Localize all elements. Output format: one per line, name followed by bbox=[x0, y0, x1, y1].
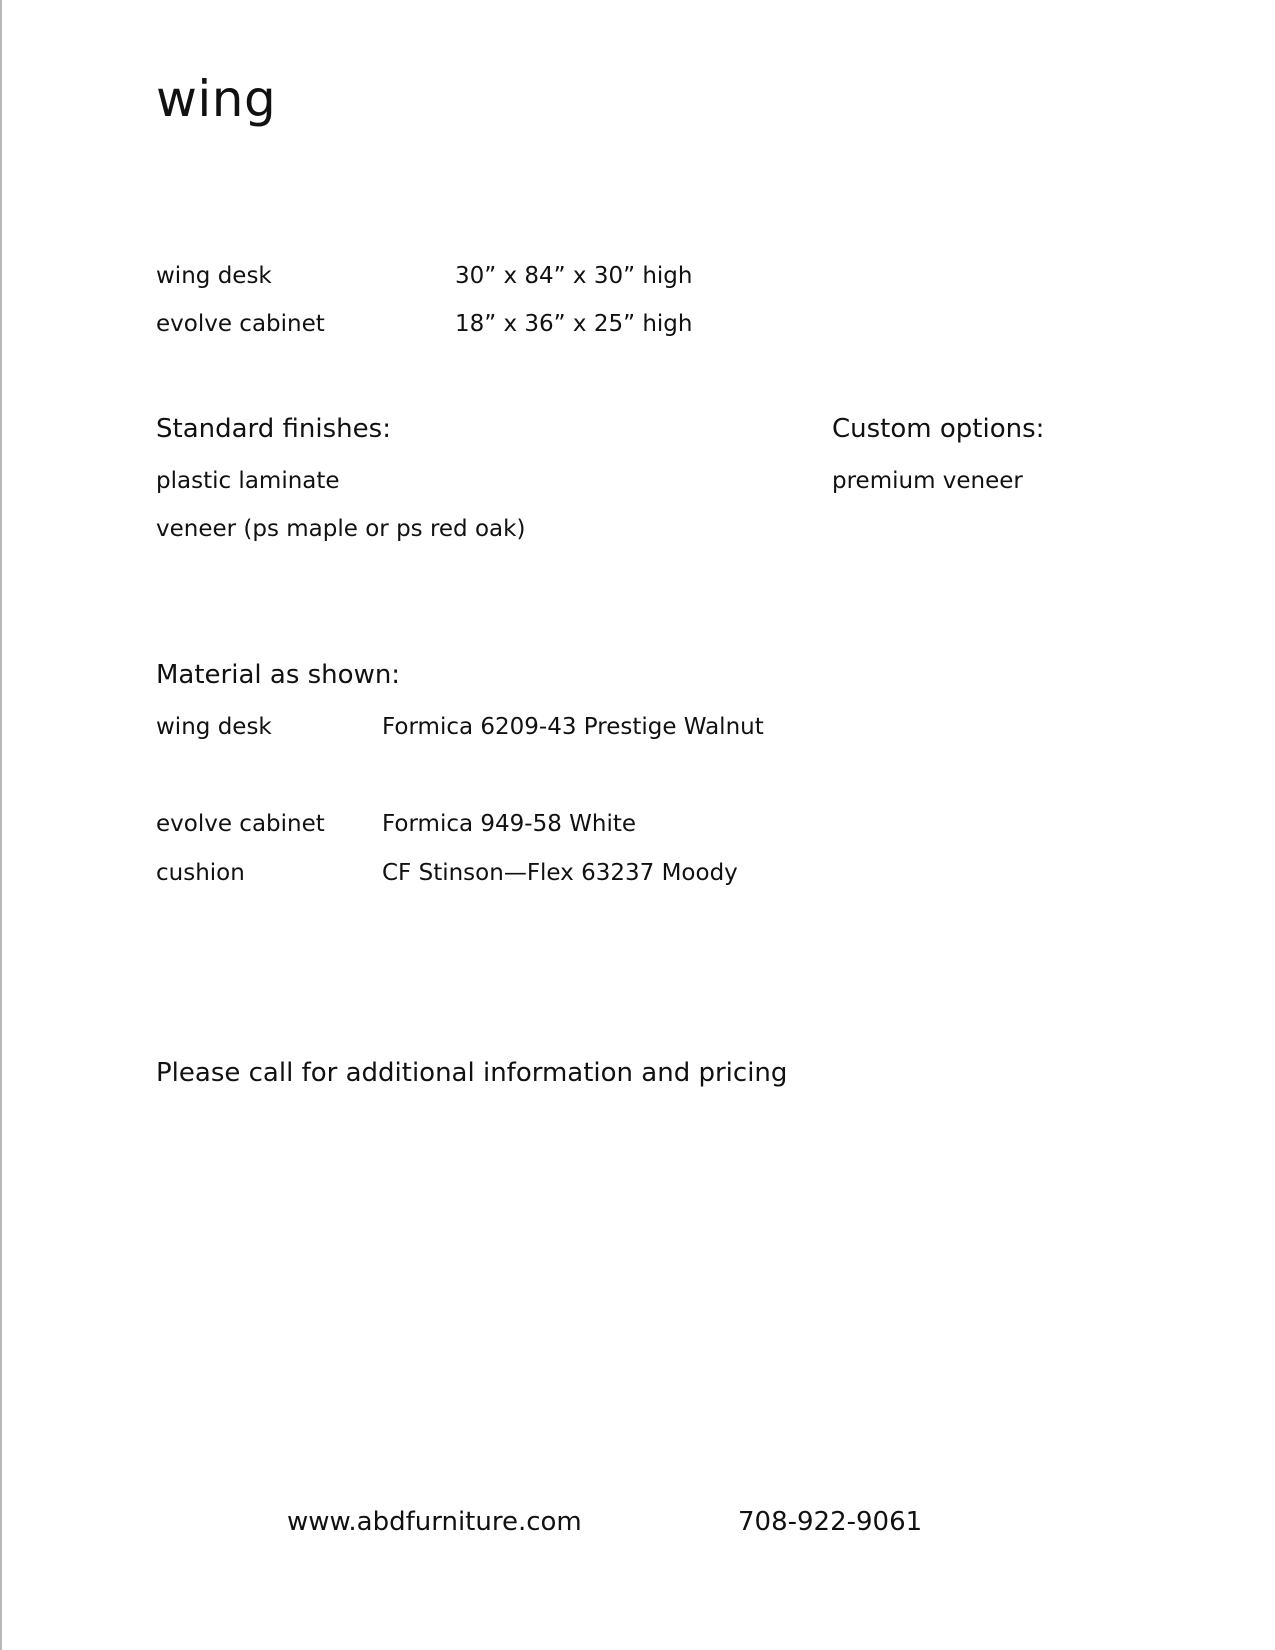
footer-phone: 708-922-9061 bbox=[738, 1507, 923, 1537]
material-value-wing-desk: Formica 6209-43 Prestige Walnut bbox=[382, 714, 764, 740]
material-heading: Material as shown: bbox=[156, 660, 401, 690]
page-title: wing bbox=[156, 70, 277, 128]
standard-finish-item: veneer (ps maple or ps red oak) bbox=[156, 516, 526, 542]
pricing-note: Please call for additional information and pricing bbox=[156, 1058, 788, 1088]
page-edge-line bbox=[0, 0, 2, 1650]
dimension-item-evolve-cabinet: evolve cabinet bbox=[156, 311, 325, 337]
material-value-cushion: CF Stinson—Flex 63237 Moody bbox=[382, 860, 738, 886]
material-item-cushion: cushion bbox=[156, 860, 245, 886]
material-item-evolve-cabinet: evolve cabinet bbox=[156, 811, 325, 837]
custom-options-heading: Custom options: bbox=[832, 414, 1045, 444]
dimension-size-wing-desk: 30” x 84” x 30” high bbox=[455, 263, 693, 289]
standard-finishes-heading: Standard finishes: bbox=[156, 414, 391, 444]
material-value-evolve-cabinet: Formica 949-58 White bbox=[382, 811, 637, 837]
footer-website: www.abdfurniture.com bbox=[287, 1507, 582, 1537]
custom-option-item: premium veneer bbox=[832, 468, 1023, 494]
dimension-size-evolve-cabinet: 18” x 36” x 25” high bbox=[455, 311, 693, 337]
material-item-wing-desk: wing desk bbox=[156, 714, 272, 740]
dimension-item-wing-desk: wing desk bbox=[156, 263, 272, 289]
standard-finish-item: plastic laminate bbox=[156, 468, 340, 494]
